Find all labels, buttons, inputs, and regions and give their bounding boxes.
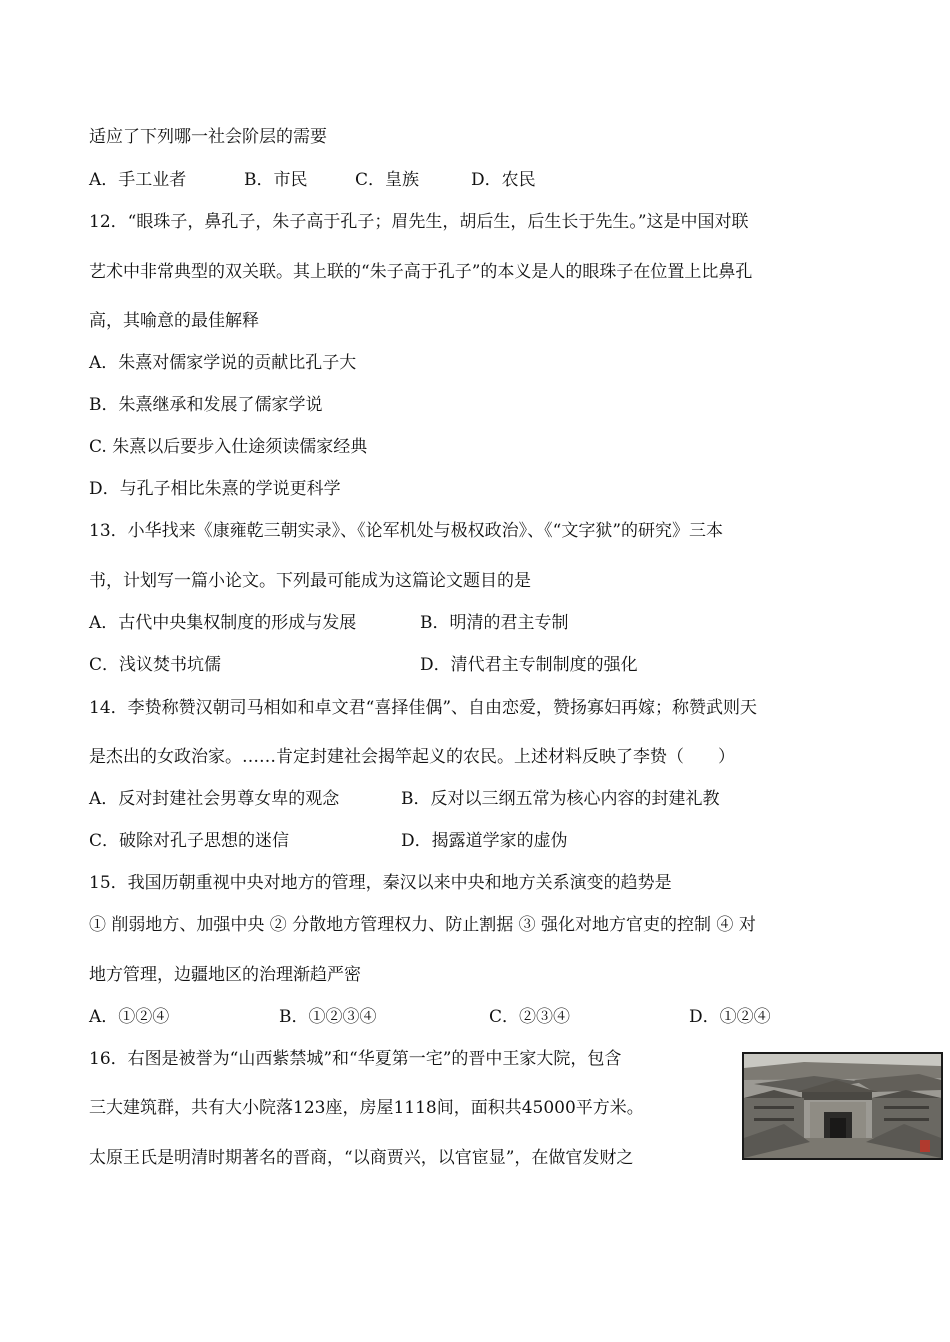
q16-stem-line3: 太原王氏是明清时期著名的晋商，“以商贾兴，以官宦显”，在做官发财之 (89, 1148, 634, 1168)
q15-option-b: B．①②③④ (279, 1007, 377, 1027)
q14-option-b: B．反对以三纲五常为核心内容的封建礼教 (401, 789, 720, 809)
q13-option-b: B．明清的君主专制 (420, 613, 569, 633)
q14-option-a: A．反对封建社会男尊女卑的观念 (89, 789, 340, 809)
q12-option-b: B．朱熹继承和发展了儒家学说 (89, 395, 323, 415)
q12-stem-line3: 高，其喻意的最佳解释 (89, 311, 259, 331)
q12-option-a: A．朱熹对儒家学说的贡献比孔子大 (89, 353, 357, 373)
compound-illustration (744, 1054, 941, 1158)
q11-option-d: D．农民 (471, 170, 536, 190)
q11-stem-tail: 适应了下列哪一社会阶层的需要 (89, 127, 327, 147)
q15-option-d: D．①②④ (689, 1007, 771, 1027)
q11-option-b: B．市民 (244, 170, 308, 190)
wang-family-compound-photo (742, 1052, 943, 1160)
q14-option-d: D．揭露道学家的虚伪 (401, 831, 568, 851)
q13-option-c: C．浅议焚书坑儒 (89, 655, 222, 675)
q15-option-c: C．②③④ (489, 1007, 571, 1027)
q14-stem-line2: 是杰出的女政治家。……肯定封建社会揭竿起义的农民。上述材料反映了李贽（ ） (89, 747, 735, 767)
q16-stem-line2: 三大建筑群，共有大小院落123座，房屋1118间，面积共45000平方米。 (89, 1098, 644, 1118)
q12-option-d: D．与孔子相比朱熹的学说更科学 (89, 479, 341, 499)
q13-option-a: A．古代中央集权制度的形成与发展 (89, 613, 357, 633)
q13-stem-line1: 13．小华找来《康雍乾三朝实录》、《论军机处与极权政治》、《“文字狱”的研究》三本 (89, 521, 724, 541)
q13-stem-line2: 书，计划写一篇小论文。下列最可能成为这篇论文题目的是 (89, 571, 531, 591)
q13-option-d: D．清代君主专制制度的强化 (420, 655, 638, 675)
q11-option-a: A．手工业者 (89, 170, 187, 190)
q11-option-c: C．皇族 (355, 170, 420, 190)
q15-items-line1: ① 削弱地方、加强中央 ② 分散地方管理权力、防止割据 ③ 强化对地方官吏的控制 ④ 对 (89, 915, 756, 935)
q12-option-c: C. 朱熹以后要步入仕途须读儒家经典 (89, 437, 368, 457)
q14-option-c: C．破除对孔子思想的迷信 (89, 831, 290, 851)
q14-stem-line1: 14．李贽称赞汉朝司马相如和卓文君“喜择佳偶”、自由恋爱，赞扬寡妇再嫁；称赞武则天 (89, 698, 758, 718)
q16-stem-line1: 16．右图是被誉为“山西紫禁城”和“华夏第一宅”的晋中王家大院，包含 (89, 1049, 622, 1069)
q12-stem-line2: 艺术中非常典型的双关联。其上联的“朱子高于孔子”的本义是人的眼珠子在位置上比鼻孔 (89, 262, 753, 282)
q12-stem-line1: 12．“眼珠子，鼻孔子，朱子高于孔子；眉先生，胡后生，后生长于先生。”这是中国对联 (89, 212, 749, 232)
q15-items-line2: 地方管理，边疆地区的治理渐趋严密 (89, 965, 361, 985)
q15-stem: 15．我国历朝重视中央对地方的管理，秦汉以来中央和地方关系演变的趋势是 (89, 873, 672, 893)
q15-option-a: A．①②④ (89, 1007, 170, 1027)
